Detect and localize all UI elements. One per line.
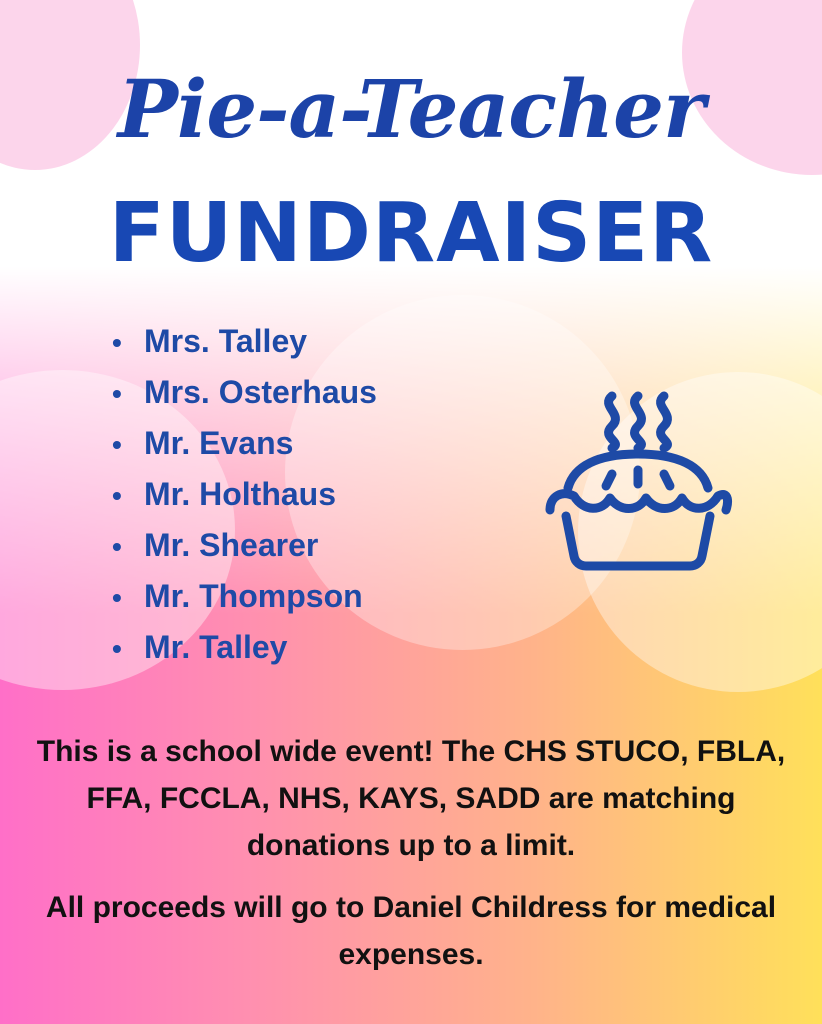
bullet: •	[112, 429, 122, 460]
teacher-name: Mrs. Osterhaus	[144, 374, 377, 410]
teacher-list	[112, 318, 377, 675]
bullet: •	[112, 531, 122, 562]
teacher-name: Mrs. Talley	[144, 323, 308, 359]
teacher-item	[112, 318, 377, 369]
teacher-name: Mr. Talley	[144, 629, 288, 665]
teacher-item	[112, 420, 377, 471]
proceeds-note: All proceeds will go to Daniel Childress for medical expenses.	[45, 891, 777, 971]
teacher-item	[112, 573, 377, 624]
teacher-item	[112, 369, 377, 420]
teacher-name: Mr. Holthaus	[144, 476, 337, 512]
bullet: •	[112, 582, 122, 613]
bullet: •	[112, 480, 122, 511]
pie-icon	[540, 386, 736, 582]
teacher-name: Mr. Shearer	[144, 527, 319, 563]
teacher-item	[112, 522, 377, 573]
teacher-item	[112, 624, 377, 675]
bullet: •	[112, 378, 122, 409]
teacher-name: Mr. Evans	[144, 425, 294, 461]
poster-subtitle: FUNDRAISER	[108, 186, 714, 281]
teacher-item	[112, 471, 377, 522]
event-description: This is a school wide event! The CHS STUCO, FBLA, FFA, FCCLA, NHS, KAYS, SADD are matching donations up to a limit.	[36, 735, 786, 862]
teacher-name: Mr. Thompson	[144, 578, 363, 614]
bullet: •	[112, 327, 122, 358]
bullet: •	[112, 633, 122, 664]
poster-title: Pie-a-Teacher	[117, 62, 705, 156]
